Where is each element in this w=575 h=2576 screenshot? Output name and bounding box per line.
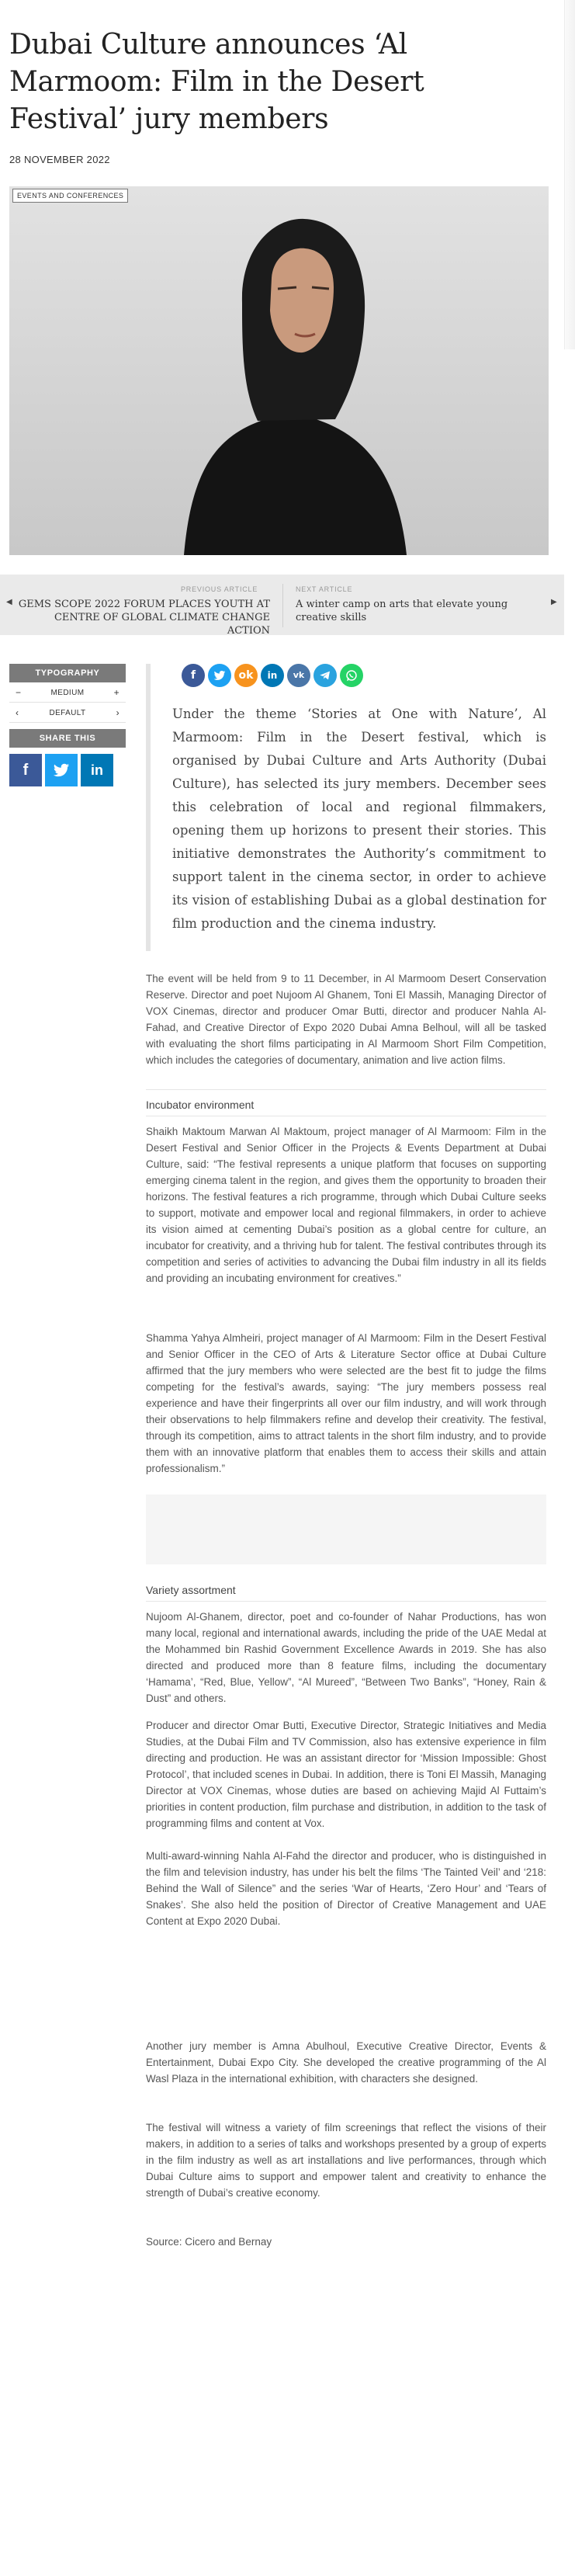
paragraph-nahla: Multi-award-winning Nahla Al-Fahd the director and producer, who is distinguished in the film and television industry, has under his belt the films ‘The Tainted Veil’ and ‘218: Behind the Wall of Silence” and the series ‘War of Hearts, ‘Zero Hour’ and ‘Tears of Snakes’. She also held the position of Director of Creative Management and UAE Content at Expo 2020 Dubai. — [146, 1850, 546, 1927]
ad-placeholder — [146, 1495, 546, 1564]
category-badge[interactable]: EVENTS AND CONFERENCES — [12, 189, 128, 203]
portrait-figure — [9, 186, 549, 555]
whatsapp-icon[interactable] — [340, 664, 363, 687]
paragraph-amna: Another jury member is Amna Abulhoul, Executive Creative Director, Events & Entertainment, Dubai Expo City. She developed the creative programming of the Al Wasl Plaza in the international exhibition, with characters she designed. — [146, 2040, 546, 2085]
next-font-icon[interactable]: › — [116, 707, 120, 718]
paragraph-omar-butti: Producer and director Omar Butti, Executive Director, Strategic Initiatives and Media Studies, at the Dubai Film and TV Commission, also has extensive experience in film directing and production. He was an assistant director for ‘Mission Impossible: Ghost Protocol’, that included scenes in Dubai. In addition, there is Toni El Massih, Managing Director at VOX Cinemas, whose duties are based on achieving Majid Al Futtaim’s priorities in content production, film purchase and distribution, in addition to the task of programming films and content at Vox. — [146, 1720, 546, 1829]
typography-heading: TYPOGRAPHY — [9, 664, 126, 682]
prev-article-link[interactable]: GEMS SCOPE 2022 FORUM PLACES YOUTH AT CENTRE OF GLOBAL CLIMATE CHANGE ACTION — [18, 599, 270, 637]
section-rule — [146, 1089, 546, 1090]
vk-icon[interactable]: vk — [287, 664, 310, 687]
prev-font-icon[interactable]: ‹ — [16, 707, 19, 718]
page-edge-shadow — [564, 0, 575, 349]
odnoklassniki-icon[interactable]: ok — [234, 664, 258, 687]
next-article-link[interactable]: A winter camp on arts that elevate young creative skills — [296, 599, 508, 623]
decrease-size-icon[interactable]: − — [16, 687, 22, 698]
twitter-icon[interactable] — [45, 754, 78, 786]
share-heading: SHARE THIS — [9, 729, 126, 748]
paragraph-event-details: The event will be held from 9 to 11 December, in Al Marmoom Desert Conservation Reserve. Director and poet Nujoom Al Ghanem, Toni El Massih, Managing Director of VOX Cinemas, director and producer Omar Butti, director and producer Nahla Al-Fahad, and Creative Director of Expo 2020 Dubai Amna Belhoul, will all be tasked with evaluating the short films participating in Al Marmoom Short Film Competition, which includes the categories of documentary, animation and live action films. — [146, 973, 546, 1066]
sidebar-share-buttons — [9, 754, 126, 786]
increase-size-icon[interactable]: + — [113, 687, 120, 698]
nav-divider — [282, 584, 283, 627]
paragraph-festival: The festival will witness a variety of film screenings that reflect the visions of their makers, in addition to a series of talks and workshops presented by a group of experts in the film industry as well as art installations and live performances, through which Dubai Culture aims to support and empower talent and creativity to enhance the strength of Dubai’s creative economy. — [146, 2122, 546, 2199]
prev-arrow-icon[interactable]: ◀ — [6, 598, 12, 606]
linkedin-icon[interactable]: in — [81, 754, 113, 786]
hero-image — [9, 186, 549, 555]
lead-quote — [146, 664, 546, 951]
paragraph-almheiri-quote: Shamma Yahya Almheiri, project manager of Al Marmoom: Film in the Desert Festival and Senior Officer in the CEO of Arts & Literature Sector office at Dubai Culture affirmed that the jury members who were selected are the best fit to judge the films competing for the festival’s awards, saying: “The jury members possess real experience and have their fingerprints all over our film industry, and will work through their observations to help filmmakers refine and develop their creativity. The festival, through its competition, aims to attract talents in the short film industry, and to provide them with an innovative platform that enables them to access their skills and attain professionalism.” — [146, 1332, 546, 1474]
section-rule — [146, 1601, 546, 1602]
font-size-control — [9, 682, 126, 703]
facebook-icon[interactable]: f — [9, 754, 42, 786]
font-family-value: DEFAULT — [49, 709, 86, 717]
telegram-icon[interactable] — [313, 664, 337, 687]
article-date: 28 NOVEMBER 2022 — [9, 154, 110, 165]
article-source: Source: Cicero and Bernay — [146, 2236, 272, 2248]
font-family-control — [9, 703, 126, 723]
font-size-value: MEDIUM — [50, 689, 85, 697]
article-sidebar — [9, 664, 126, 786]
article-title: Dubai Culture announces ‘Al Marmoom: Film in the Desert Festival’ jury members — [9, 29, 424, 135]
share-icon-row — [182, 664, 363, 687]
paragraph-maktoum-quote: Shaikh Maktoum Marwan Al Maktoum, project manager of Al Marmoom: Film in the Desert Festival and Senior Officer in the Projects & Events Department at Dubai Culture, said: “The festival represents a unique platform that focuses on supporting emerging cinema talent in the region, and gives them the opportunity to broaden their horizons. The festival features a rich programme, through which Dubai Culture seeks to support, motivate and empower local and regional filmmakers, in order to achieve its vision aimed at cementing Dubai’s position as a global centre for culture, an incubator for creativity, and a thriving hub for talent. The festival contributes through its competition and series of activities to advancing the Dubai film industry in all its fields and providing an incubating environment for creatives.” — [146, 1126, 546, 1284]
twitter-share-icon[interactable] — [208, 664, 231, 687]
subhead-variety: Variety assortment — [146, 1584, 236, 1596]
paragraph-nujoom: Nujoom Al-Ghanem, director, poet and co-founder of Nahar Productions, has won many local, regional and international awards, including the pride of the UAE Medal at the Mohammed bin Rashid Government Excellence Awards in 2019. She has also directed and produced more than 8 feature films, including the documentary ‘Hamama’, “Red, Blue, Yellow”, “Al Mureed”, “Between Two Banks”, “Honey, Rain & Dust” and others. — [146, 1611, 546, 1704]
lead-paragraph: Under the theme ‘Stories at One with Nature’, Al Marmoom: Film in the Desert festival, which is organised by Dubai Culture and Arts Authority (Dubai Culture), has selected its jury members. December sees this celebration of local and regional filmmakers, opening them up horizons to present their stories. This initiative demonstrates the Authority’s commitment to support talent in the cinema sector, in order to achieve its vision of establishing Dubai as a global destination for film production and the cinema industry. — [172, 706, 546, 931]
next-arrow-icon[interactable]: ▶ — [551, 598, 557, 606]
prev-kicker: PREVIOUS ARTICLE — [181, 585, 258, 593]
next-kicker: NEXT ARTICLE — [296, 585, 353, 593]
post-navigation — [0, 575, 564, 635]
subhead-incubator: Incubator environment — [146, 1099, 255, 1111]
linkedin-share-icon[interactable]: in — [261, 664, 284, 687]
facebook-share-icon[interactable]: f — [182, 664, 205, 687]
